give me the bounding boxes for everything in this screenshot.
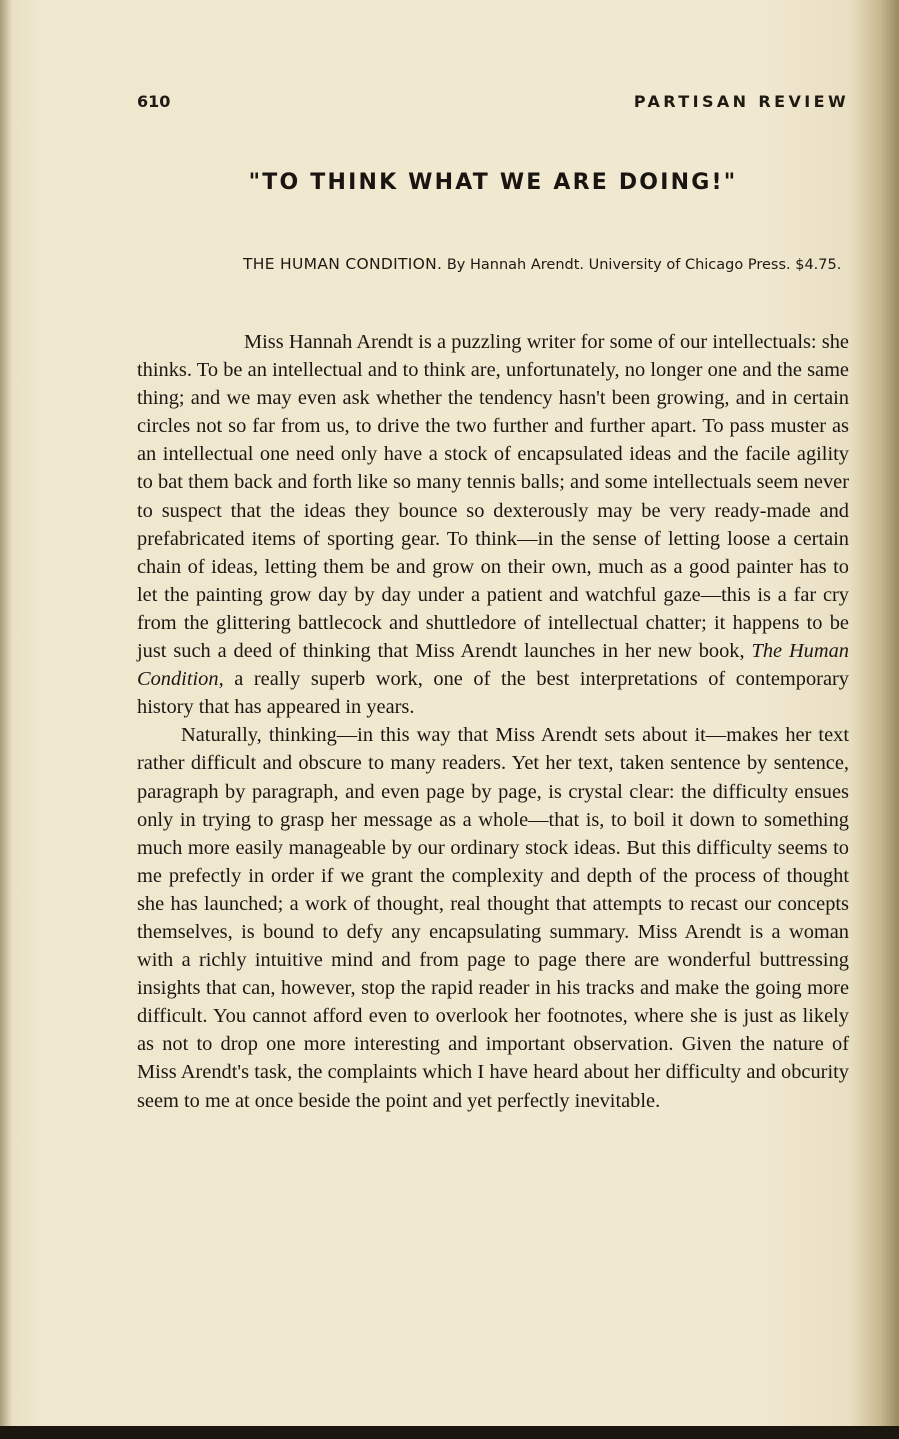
paragraph-text: Miss Hannah Arendt is a puzzling writer for some of our intellectuals: she thinks. To be an intellectual and to think are, unfortunately, no longer one and the same thing; and we may even ask whether the tendency hasn't been growing, and in certain circles not so far from us, to drive the two further and further apart. To pass muster as an intellectual one need only have a stock of encapsulated ideas and the facile agility to bat them back and forth like so many tennis balls; and some intellectuals seem never to suspect that the ideas they bounce so dexterously may be very ready-made and prefabricated items of sporting gear. To think—in the sense of letting loose a certain chain of ideas, letting them be and grow on their own, much as a good painter has to let the painting grow day by day under a patient and watchful gaze—this is a far cry from the glittering battlecock and shuttledore of intellectual chatter; it happens to be just such a deed of thinking that Miss Arendt launches in her new book, xyxy=(137,331,849,663)
book-citation xyxy=(243,253,853,277)
body-paragraph xyxy=(137,328,849,721)
cited-book-details: By Hannah Arendt. University of Chicago Press. $4.75. xyxy=(446,257,842,273)
italic-book-title: The Human Condition, xyxy=(137,640,849,691)
paragraph-text: a really superb work, one of the best interpretations of contemporary history that has appeared in years. xyxy=(137,668,849,719)
body-paragraph: Naturally, thinking—in this way that Miss Arendt sets about it—makes her text rather difficult and obscure to many readers. Yet her text, taken sentence by sentence, paragraph by paragraph, and even page by page, is crystal clear: the difficulty ensues only in trying to grasp her message as a whole—that is, to boil it down to something much more easily manageable by our ordinary stock ideas. But this difficulty seems to me prefectly in order if we grant the complexity and depth of the process of thought she has launched; a work of thought, real thought that attempts to recast our concepts themselves, is bound to defy any encapsulating summary. Miss Arendt is a woman with a richly intuitive mind and from page to page there are wonderful buttressing insights that can, however, stop the rapid reader in his tracks and make the going more difficult. You cannot afford even to overlook her footnotes, where she is just as likely as not to drop one more interesting and important observation. Given the nature of Miss Arendt's task, the complaints which I have heard about her difficulty and obcurity seem to me at once beside the point and yet perfectly inevitable. xyxy=(137,724,849,1112)
cited-book-title: THE HUMAN CONDITION. xyxy=(243,255,443,273)
article-title: "TO THINK WHAT WE ARE DOING!" xyxy=(248,170,738,195)
article-body xyxy=(137,328,849,1115)
running-head xyxy=(137,92,849,116)
page-number: 610 xyxy=(137,92,171,111)
journal-title: PARTISAN REVIEW xyxy=(633,92,849,111)
page-bottom-shadow xyxy=(0,1426,899,1439)
